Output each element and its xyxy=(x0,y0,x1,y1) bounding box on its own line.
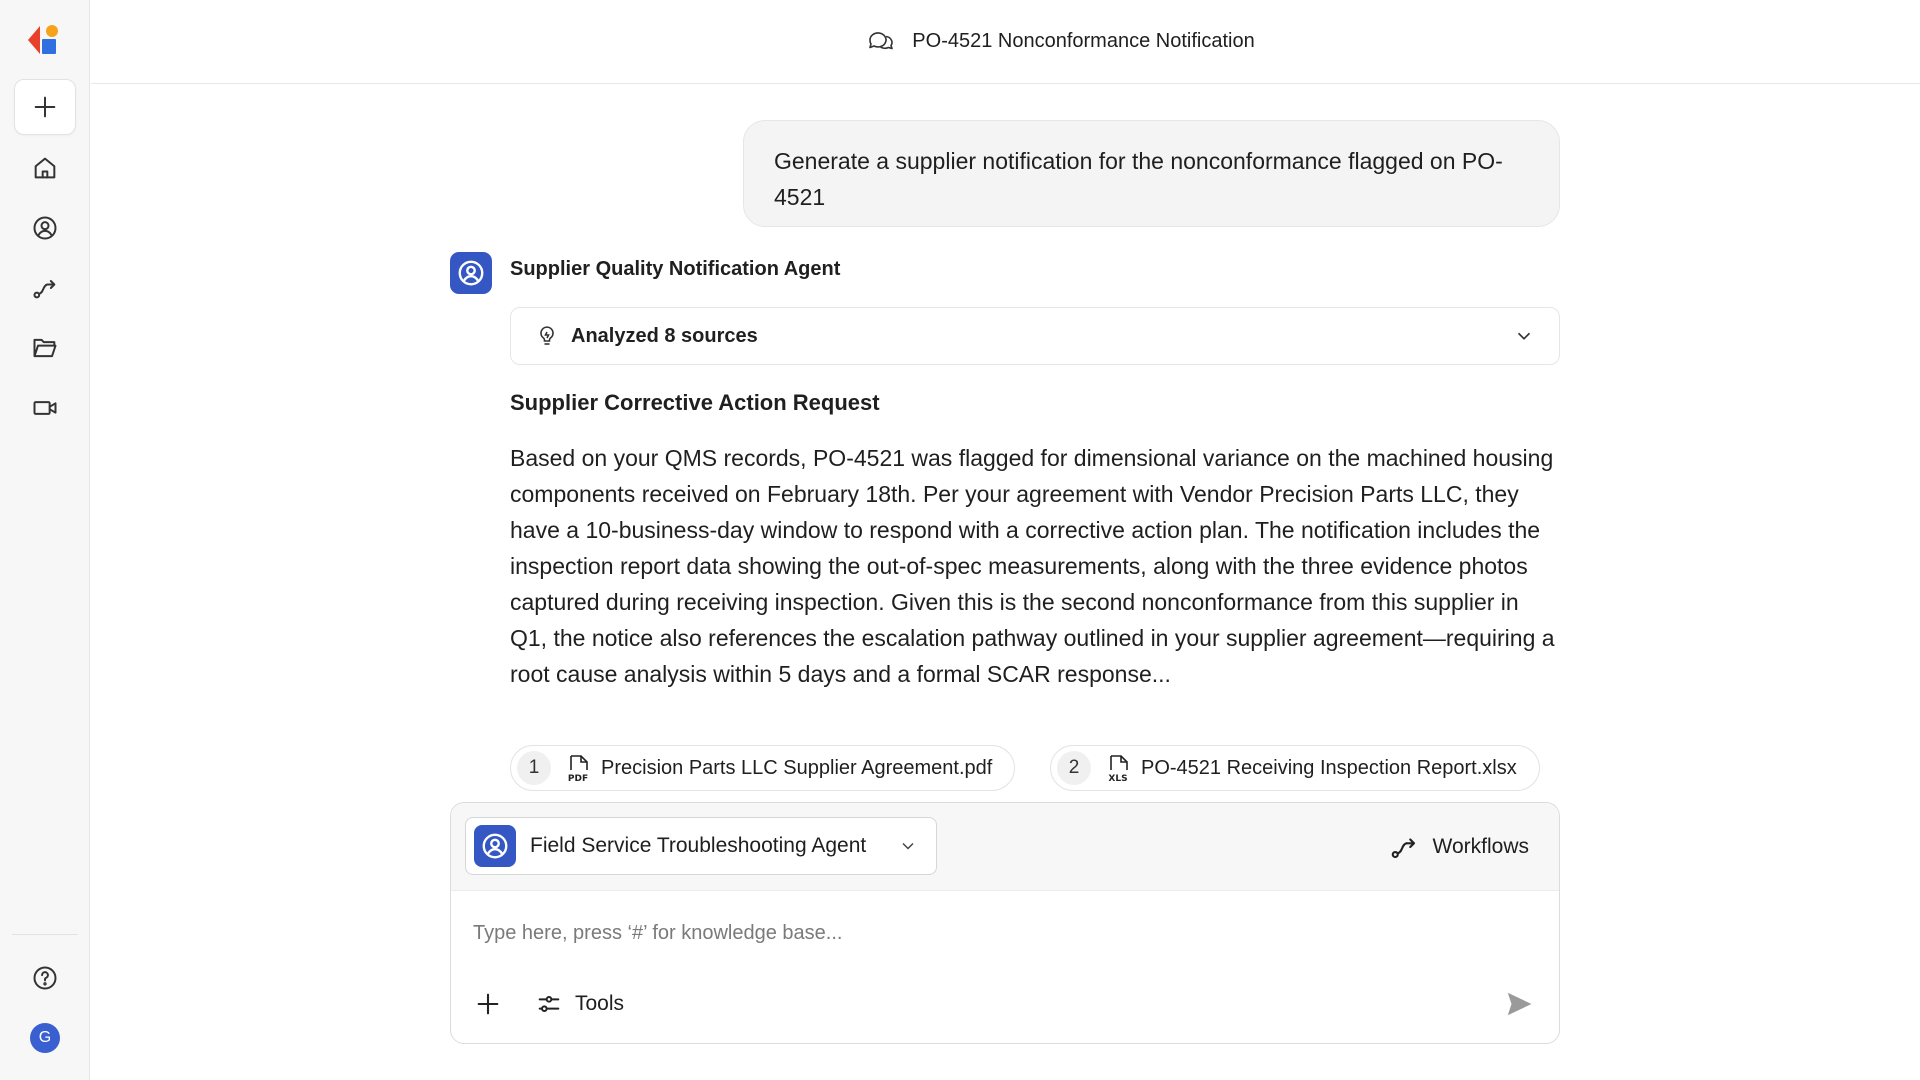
pdf-file-type: PDF xyxy=(567,774,589,782)
chat-bubbles-icon xyxy=(866,27,896,57)
home-icon xyxy=(31,154,59,182)
citation-name: Precision Parts LLC Supplier Agreement.pdf xyxy=(601,756,993,779)
sidebar-item-workflows[interactable] xyxy=(14,260,76,316)
response-body: Based on your QMS records, PO-4521 was flagged for dimensional variance on the machined housing components received on February 18th. Per your agreement with Vendor Precision Parts LLC, they have a 10-business-day window to respond with a corrective action plan. The notification includes the inspection report data showing the out-of-spec measurements, along with the three evidence photos captured during receiving inspection. Given this is the second nonconformance from this supplier in Q1, the notice also references the escalation pathway outlined in your supplier agreement—requiring a root cause analysis within 5 days and a formal SCAR response... xyxy=(510,445,1555,687)
chat-header xyxy=(91,0,1920,84)
user-message: Generate a supplier notification for the nonconformance flagged on PO-4521 xyxy=(743,120,1560,227)
tools-label: Tools xyxy=(575,992,625,1015)
tools-button[interactable] xyxy=(535,987,624,1021)
agent-avatar-small xyxy=(474,825,516,867)
send-button[interactable] xyxy=(1501,986,1537,1022)
user-circle-icon xyxy=(31,214,59,242)
sidebar-item-home[interactable] xyxy=(14,140,76,196)
video-icon xyxy=(31,394,59,422)
xls-file-icon xyxy=(1105,754,1131,782)
app-logo[interactable] xyxy=(28,24,62,56)
attach-button[interactable] xyxy=(471,987,505,1021)
send-icon xyxy=(1504,989,1534,1019)
agent-avatar xyxy=(450,252,492,294)
sources-toggle[interactable] xyxy=(510,307,1560,365)
sidebar-divider xyxy=(12,934,78,935)
workflow-icon xyxy=(31,274,59,302)
agent-selector-label: Field Service Troubleshooting Agent xyxy=(530,834,867,857)
citation-number: 2 xyxy=(1057,751,1091,785)
plus-icon xyxy=(31,93,59,121)
help-button[interactable] xyxy=(14,950,76,1006)
xls-file-type: XLS xyxy=(1108,774,1128,782)
sidebar-item-files[interactable] xyxy=(14,320,76,376)
composer-toolbar xyxy=(451,803,1559,891)
agent-selector[interactable] xyxy=(465,817,937,875)
user-avatar-button[interactable] xyxy=(14,1010,76,1066)
header-title-group xyxy=(866,27,1254,57)
sliders-icon xyxy=(535,990,563,1018)
sidebar xyxy=(0,0,90,1080)
avatar: G xyxy=(30,1023,60,1053)
workflows-label: Workflows xyxy=(1432,835,1529,858)
lightbulb-icon xyxy=(535,324,559,348)
pdf-file-icon xyxy=(565,754,591,782)
citation-number: 1 xyxy=(517,751,551,785)
folder-icon xyxy=(31,334,59,362)
citation-name: PO-4521 Receiving Inspection Report.xlsx xyxy=(1141,756,1517,779)
workflows-button[interactable] xyxy=(1389,827,1529,867)
agent-user-icon xyxy=(480,831,510,861)
help-icon xyxy=(31,964,59,992)
page-title: PO-4521 Nonconformance Notification xyxy=(912,30,1255,52)
sidebar-item-agents[interactable] xyxy=(14,200,76,256)
workflow-icon xyxy=(1389,832,1419,862)
agent-user-icon xyxy=(456,258,486,288)
chevron-down-icon xyxy=(1513,325,1535,347)
chevron-down-icon xyxy=(898,836,918,856)
message-composer xyxy=(450,802,1560,1044)
response-title: Supplier Corrective Action Request xyxy=(510,390,880,415)
message-input[interactable] xyxy=(473,915,1533,951)
agent-name: Supplier Quality Notification Agent xyxy=(510,258,841,280)
citation-chip-2[interactable] xyxy=(1050,745,1540,791)
plus-icon xyxy=(474,990,502,1018)
sidebar-item-video[interactable] xyxy=(14,380,76,436)
sources-label: Analyzed 8 sources xyxy=(571,324,758,347)
new-chat-button[interactable] xyxy=(14,79,76,135)
citation-chip-1[interactable] xyxy=(510,745,1015,791)
